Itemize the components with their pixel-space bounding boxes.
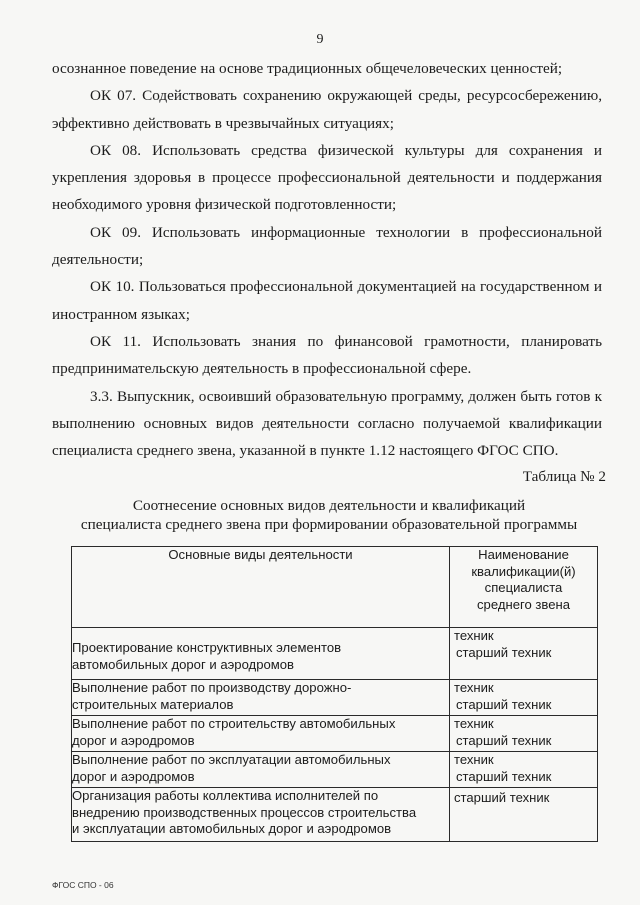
qualification-cell: старший техник <box>450 788 598 842</box>
header-qualification: Наименование квалификации(й) специалиста среднего звена <box>450 547 598 628</box>
paragraph: ОК 09. Использовать информационные технологии в профессиональной деятельности; <box>52 223 602 269</box>
table-title-line: специалиста среднего звена при формировании образовательной программы <box>80 516 578 533</box>
activity-cell: Выполнение работ по строительству автомобильных дорог и аэродромов <box>72 716 450 752</box>
table-row <box>72 788 598 842</box>
activity-cell: Организация работы коллектива исполнителей по внедрению производственных процессов строительства и эксплуатации автомобильных дорог и аэродромов <box>72 788 450 842</box>
activity-cell: Выполнение работ по производству дорожно- строительных материалов <box>72 680 450 716</box>
qualification-cell: техник старший техник <box>450 628 598 680</box>
paragraph: ОК 07. Содействовать сохранению окружающей среды, ресурсосбережению, эффективно действовать в чрезвычайных ситуациях; <box>52 87 602 132</box>
table-row <box>72 752 598 788</box>
body-text <box>52 55 602 464</box>
table-row <box>72 680 598 716</box>
table-title-line: Соотнесение основных видов деятельности и квалификаций <box>132 497 526 514</box>
table-header-row <box>72 547 598 628</box>
qualification-cell: техник старший техник <box>450 716 598 752</box>
table-label: Таблица № 2 <box>522 468 606 485</box>
paragraph: осознанное поведение на основе традиционных общечеловеческих ценностей; <box>52 60 563 77</box>
table-title <box>64 496 594 534</box>
qualification-table <box>71 546 598 842</box>
footer-mark: ФГОС СПО - 06 <box>52 880 114 890</box>
table-row <box>72 716 598 752</box>
paragraph: ОК 08. Использовать средства физической культуры для сохранения и укрепления здоровья в процессе профессиональной деятельности и поддержания необходимого уровня физической подготовленности; <box>52 141 602 214</box>
paragraph: ОК 10. Пользоваться профессиональной документацией на государственном и иностранном языках; <box>52 278 602 323</box>
qualification-cell: техник старший техник <box>450 752 598 788</box>
activity-cell: Выполнение работ по эксплуатации автомобильных дорог и аэродромов <box>72 752 450 788</box>
header-activity: Основные виды деятельности <box>72 547 450 628</box>
qualification-cell: техник старший техник <box>450 680 598 716</box>
table-row <box>72 628 598 680</box>
activity-cell: Проектирование конструктивных элементов автомобильных дорог и аэродромов <box>72 628 450 680</box>
paragraph: ОК 11. Использовать знания по финансовой грамотности, планировать предпринимательскую деятельность в профессиональной сфере. <box>52 332 602 378</box>
paragraph: 3.3. Выпускник, освоивший образовательную программу, должен быть готов к выполнению основных видов деятельности согласно получаемой квалификации специалиста среднего звена, указанной в пункте 1.12 настоящего ФГОС СПО. <box>52 387 602 460</box>
page-number: 9 <box>316 32 324 47</box>
